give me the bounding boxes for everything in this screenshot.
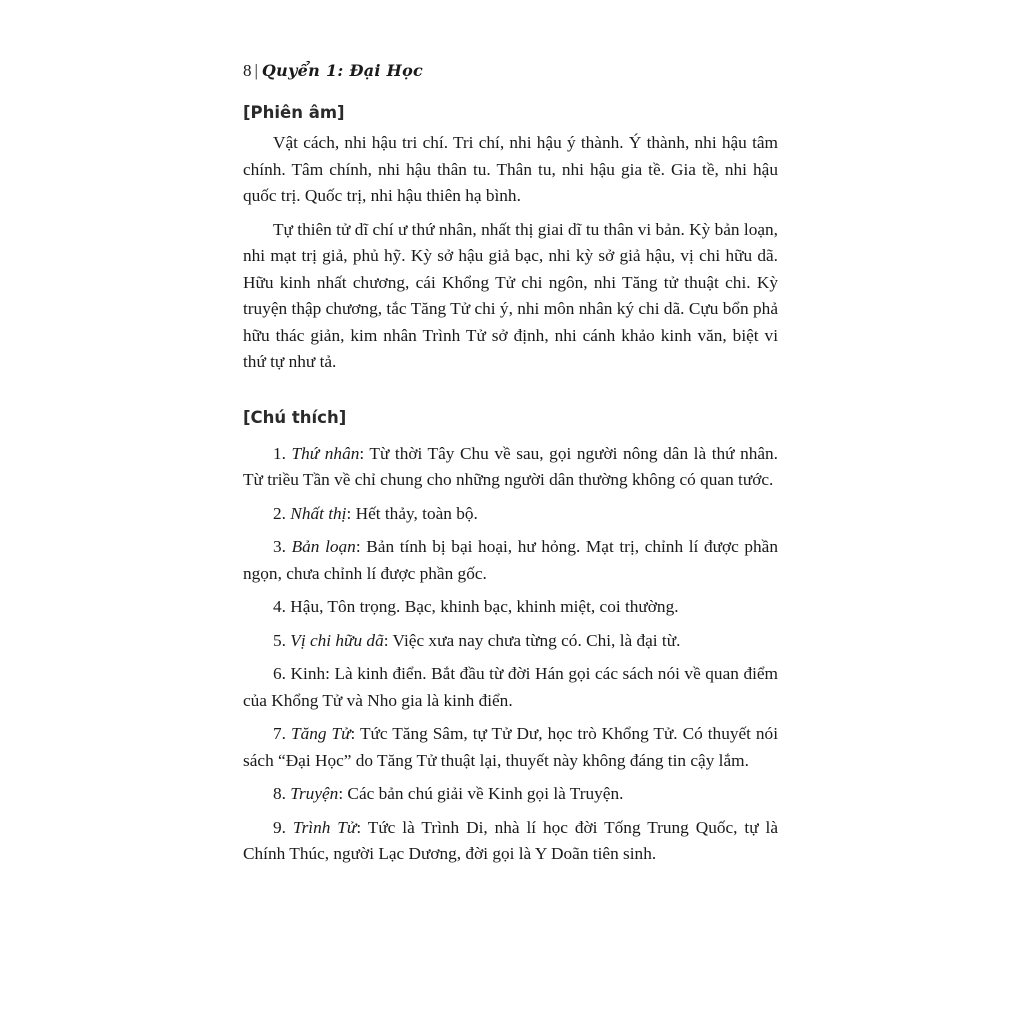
footnote-text: : Bản tính bị bại hoại, hư hỏng. Mạt trị, chỉnh lí được phần ngọn, chưa chỉnh lí được phần gốc. xyxy=(243,537,778,583)
footnote-item xyxy=(243,441,778,494)
footnote-number: 9. xyxy=(273,817,286,837)
footnote-term: Thứ nhân xyxy=(291,443,360,463)
footnote-item xyxy=(243,661,778,714)
footnote-text: Kinh: Là kinh điển. Bắt đầu từ đời Hán gọi các sách nói về quan điểm của Khổng Tử và Nho gia là kinh điển. xyxy=(243,664,778,710)
footnote-list xyxy=(243,441,778,868)
footnote-term: Truyện xyxy=(290,784,339,803)
footnote-text: : Hết thảy, toàn bộ. xyxy=(346,503,478,523)
footnote-text: : Các bản chú giải về Kinh gọi là Truyện. xyxy=(338,784,624,803)
footnote-text: Hậu, Tôn trọng. Bạc, khinh bạc, khinh miệt, coi thường. xyxy=(290,597,679,616)
page-content xyxy=(243,100,778,875)
footnote-number: 7. xyxy=(273,724,286,743)
footnote-number: 3. xyxy=(273,537,286,556)
header-separator: | xyxy=(254,61,258,80)
footnote-term: Vị chi hữu dã xyxy=(290,630,384,650)
footnote-item xyxy=(243,781,778,808)
footnote-text: : Tức là Trình Di, nhà lí học đời Tống Trung Quốc, tự là Chính Thúc, người Lạc Dương, đời gọi là Y Doãn tiên sinh. xyxy=(243,817,778,863)
page-number: 8 xyxy=(243,61,252,80)
footnote-number: 8. xyxy=(273,784,286,803)
footnote-term: Trình Tử xyxy=(292,817,357,837)
book-title: Quyển 1: Đại Học xyxy=(261,61,424,80)
footnote-item xyxy=(243,628,778,655)
chu-thich-heading: [Chú thích] xyxy=(243,407,347,427)
footnote-number: 6. xyxy=(273,664,286,683)
footnote-item xyxy=(243,501,778,528)
footnote-term: Tăng Tử xyxy=(290,724,351,743)
footnote-number: 1. xyxy=(273,443,286,463)
footnote-item xyxy=(243,721,778,774)
running-header xyxy=(243,58,423,84)
footnote-text: : Từ thời Tây Chu về sau, gọi người nông dân là thứ nhân. Từ triều Tần về chỉ chung cho những người dân thường không có quan tước. xyxy=(243,443,778,489)
footnote-term: Nhất thị xyxy=(290,503,347,523)
footnote-text: : Tức Tăng Sâm, tự Tử Dư, học trò Khổng Tử. Có thuyết nói sách “Đại Học” do Tăng Tử thuật lại, thuyết này không đáng tin cậy lắm. xyxy=(243,724,778,770)
footnote-number: 4. xyxy=(273,597,286,616)
footnote-number: 5. xyxy=(273,630,286,650)
footnote-item xyxy=(243,534,778,587)
footnote-number: 2. xyxy=(273,503,286,523)
footnote-term: Bản loạn xyxy=(291,537,356,556)
phien-am-heading: [Phiên âm] xyxy=(243,103,345,122)
phien-am-paragraph: Tự thiên tử dĩ chí ư thứ nhân, nhất thị giai dĩ tu thân vi bản. Kỳ bản loạn, nhi mạt trị giả, phủ hỹ. Kỳ sở hậu giả bạc, nhi kỳ sở giả hậu, vị chi hữu dã. Hữu kinh nhất chương, cái Khổng Tử chi ngôn, nhi Tăng tử thuật chi. Kỳ truyện thập chương, tắc Tăng Tử chi ý, nhi môn nhân ký chi dã. Cựu bổn phả hữu thác giản, kim nhân Trình Tử sở định, nhi cánh khảo kinh văn, biệt vi thứ tự như tả. xyxy=(243,219,778,371)
footnote-text: : Việc xưa nay chưa từng có. Chi, là đại từ. xyxy=(383,630,681,650)
phien-am-paragraph: Vật cách, nhi hậu tri chí. Tri chí, nhi hậu ý thành. Ý thành, nhi hậu tâm chính. Tâm chính, nhi hậu thân tu. Thân tu, nhi hậu gia tề. Gia tề, nhi hậu quốc trị. Quốc trị, nhi hậu thiên hạ bình. xyxy=(243,133,778,205)
footnote-item xyxy=(243,594,778,621)
footnote-item xyxy=(243,815,778,868)
